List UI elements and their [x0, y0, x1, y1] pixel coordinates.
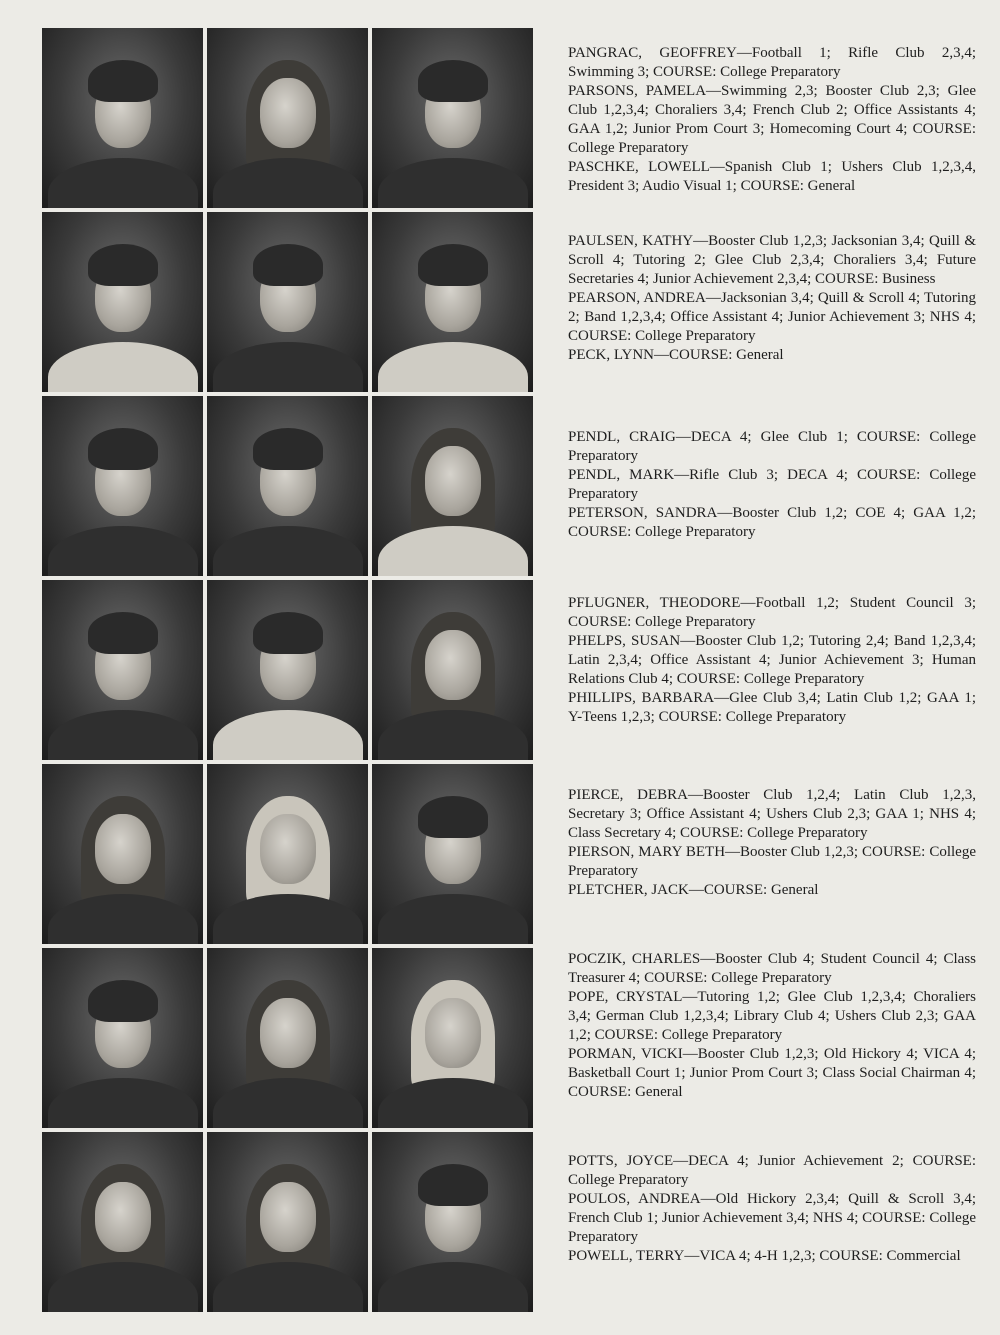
bio-group-4: [568, 594, 976, 727]
portrait-row-5: [42, 764, 534, 944]
portrait-pierce-debra: [42, 764, 203, 944]
portrait-pendl-craig: [42, 396, 203, 576]
bio-entry: PASCHKE, LOWELL—Spanish Club 1; Ushers Club 1,2,3,4, President 3; Audio Visual 1; COURSE: General: [568, 159, 976, 194]
portrait-row-7: [42, 1132, 534, 1312]
portrait-pearson-andrea: [207, 212, 368, 392]
portrait-powell-terry: [372, 1132, 533, 1312]
bio-entry: PETERSON, SANDRA—Booster Club 1,2; COE 4; GAA 1,2; COURSE: College Preparatory: [568, 505, 976, 540]
portrait-pope-crystal: [207, 948, 368, 1128]
bio-entry: PIERCE, DEBRA—Booster Club 1,2,4; Latin Club 1,2,3, Secretary 3; Office Assistant 4; Ushers Club 2,3; GAA 1; NHS 4; Class Secretary 4; COURSE: College Preparatory: [568, 787, 976, 841]
portrait-paulsen-kathy: [42, 212, 203, 392]
bio-entry: PAULSEN, KATHY—Booster Club 1,2,3; Jacksonian 3,4; Quill & Scroll 4; Tutoring 2; Glee Club 2,3,4; Choraliers 3,4; Future Secretaries 4; Junior Achievement 2,3,4; COURSE: Business: [568, 233, 976, 287]
bio-entry: POWELL, TERRY—VICA 4; 4-H 1,2,3; COURSE: Commercial: [568, 1248, 961, 1264]
bio-entry: PLETCHER, JACK—COURSE: General: [568, 882, 819, 898]
bio-entry: POPE, CRYSTAL—Tutoring 1,2; Glee Club 1,2,3,4; Choraliers 3,4; German Club 1,2,3,4; Library Club 4; Ushers Club 2,3; GAA 1,2; COURSE: College Preparatory: [568, 989, 976, 1043]
portrait-pendl-mark: [207, 396, 368, 576]
bio-group-2: [568, 232, 976, 365]
bio-entry: PIERSON, MARY BETH—Booster Club 1,2,3; COURSE: College Preparatory: [568, 844, 976, 879]
bio-entry: PFLUGNER, THEODORE—Football 1,2; Student Council 3; COURSE: College Preparatory: [568, 595, 976, 630]
bio-entry: PORMAN, VICKI—Booster Club 1,2,3; Old Hickory 4; VICA 4; Basketball Court 1; Junior Prom Court 3; Class Social Chairman 4; COURSE: General: [568, 1046, 976, 1100]
bio-group-5: [568, 786, 976, 900]
bio-entry: PENDL, CRAIG—DECA 4; Glee Club 1; COURSE: College Preparatory: [568, 429, 976, 464]
portrait-poulos-andrea: [207, 1132, 368, 1312]
bio-entry: POCZIK, CHARLES—Booster Club 4; Student Council 4; Class Treasurer 4; COURSE: College Preparatory: [568, 951, 977, 986]
bio-group-7: [568, 1152, 976, 1266]
portrait-phillips-barbara: [372, 580, 533, 760]
bio-entry: PANGRAC, GEOFFREY—Football 1; Rifle Club 2,3,4; Swimming 3; COURSE: College Preparatory: [568, 45, 976, 80]
portrait-paschke-lowell: [372, 28, 533, 208]
bio-entry: PEARSON, ANDREA—Jacksonian 3,4; Quill & Scroll 4; Tutoring 2; Band 1,2,3,4; Office Assistant 4; Junior Achievement 3; NHS 4; COURSE: College Preparatory: [568, 290, 976, 344]
portrait-porman-vicki: [372, 948, 533, 1128]
bio-group-1: [568, 44, 976, 196]
portrait-pierson-mary-beth: [207, 764, 368, 944]
portrait-row-4: [42, 580, 534, 760]
portrait-row-3: [42, 396, 534, 576]
portrait-pletcher-jack: [372, 764, 533, 944]
portrait-potts-joyce: [42, 1132, 203, 1312]
bio-group-3: [568, 428, 976, 542]
portrait-peterson-sandra: [372, 396, 533, 576]
bio-group-6: [568, 950, 976, 1102]
portrait-poczik-charles: [42, 948, 203, 1128]
bio-entry: PHELPS, SUSAN—Booster Club 1,2; Tutoring 2,4; Band 1,2,3,4; Latin 2,3,4; Office Assistant 4; Junior Achievement 3; Human Relations Club 4; COURSE: College Preparatory: [568, 633, 976, 687]
portrait-pangrac-geoffrey: [42, 28, 203, 208]
portrait-peck-lynn: [372, 212, 533, 392]
portrait-row-2: [42, 212, 534, 392]
bio-entry: PENDL, MARK—Rifle Club 3; DECA 4; COURSE: College Preparatory: [568, 467, 976, 502]
bio-entry: POULOS, ANDREA—Old Hickory 2,3,4; Quill & Scroll 3,4; French Club 1; Junior Achievement 3,4; NHS 4; COURSE: College Preparatory: [568, 1191, 977, 1245]
portrait-pflugner-theodore: [42, 580, 203, 760]
bio-entry: POTTS, JOYCE—DECA 4; Junior Achievement 2; COURSE: College Preparatory: [568, 1153, 977, 1188]
bio-entry: PARSONS, PAMELA—Swimming 2,3; Booster Club 2,3; Glee Club 1,2,3,4; Choraliers 3,4; French Club 2; Office Assistants 4; GAA 1,2; Junior Prom Court 3; Homecoming Court 4; COURSE: College Preparatory: [568, 83, 976, 156]
portrait-row-6: [42, 948, 534, 1128]
portrait-row-1: [42, 28, 534, 208]
bio-entry: PHILLIPS, BARBARA—Glee Club 3,4; Latin Club 1,2; GAA 1; Y-Teens 1,2,3; COURSE: College Preparatory: [568, 690, 976, 725]
bio-entry: PECK, LYNN—COURSE: General: [568, 347, 784, 363]
portrait-grid: [42, 28, 534, 1316]
portrait-parsons-pamela: [207, 28, 368, 208]
portrait-phelps-susan: [207, 580, 368, 760]
